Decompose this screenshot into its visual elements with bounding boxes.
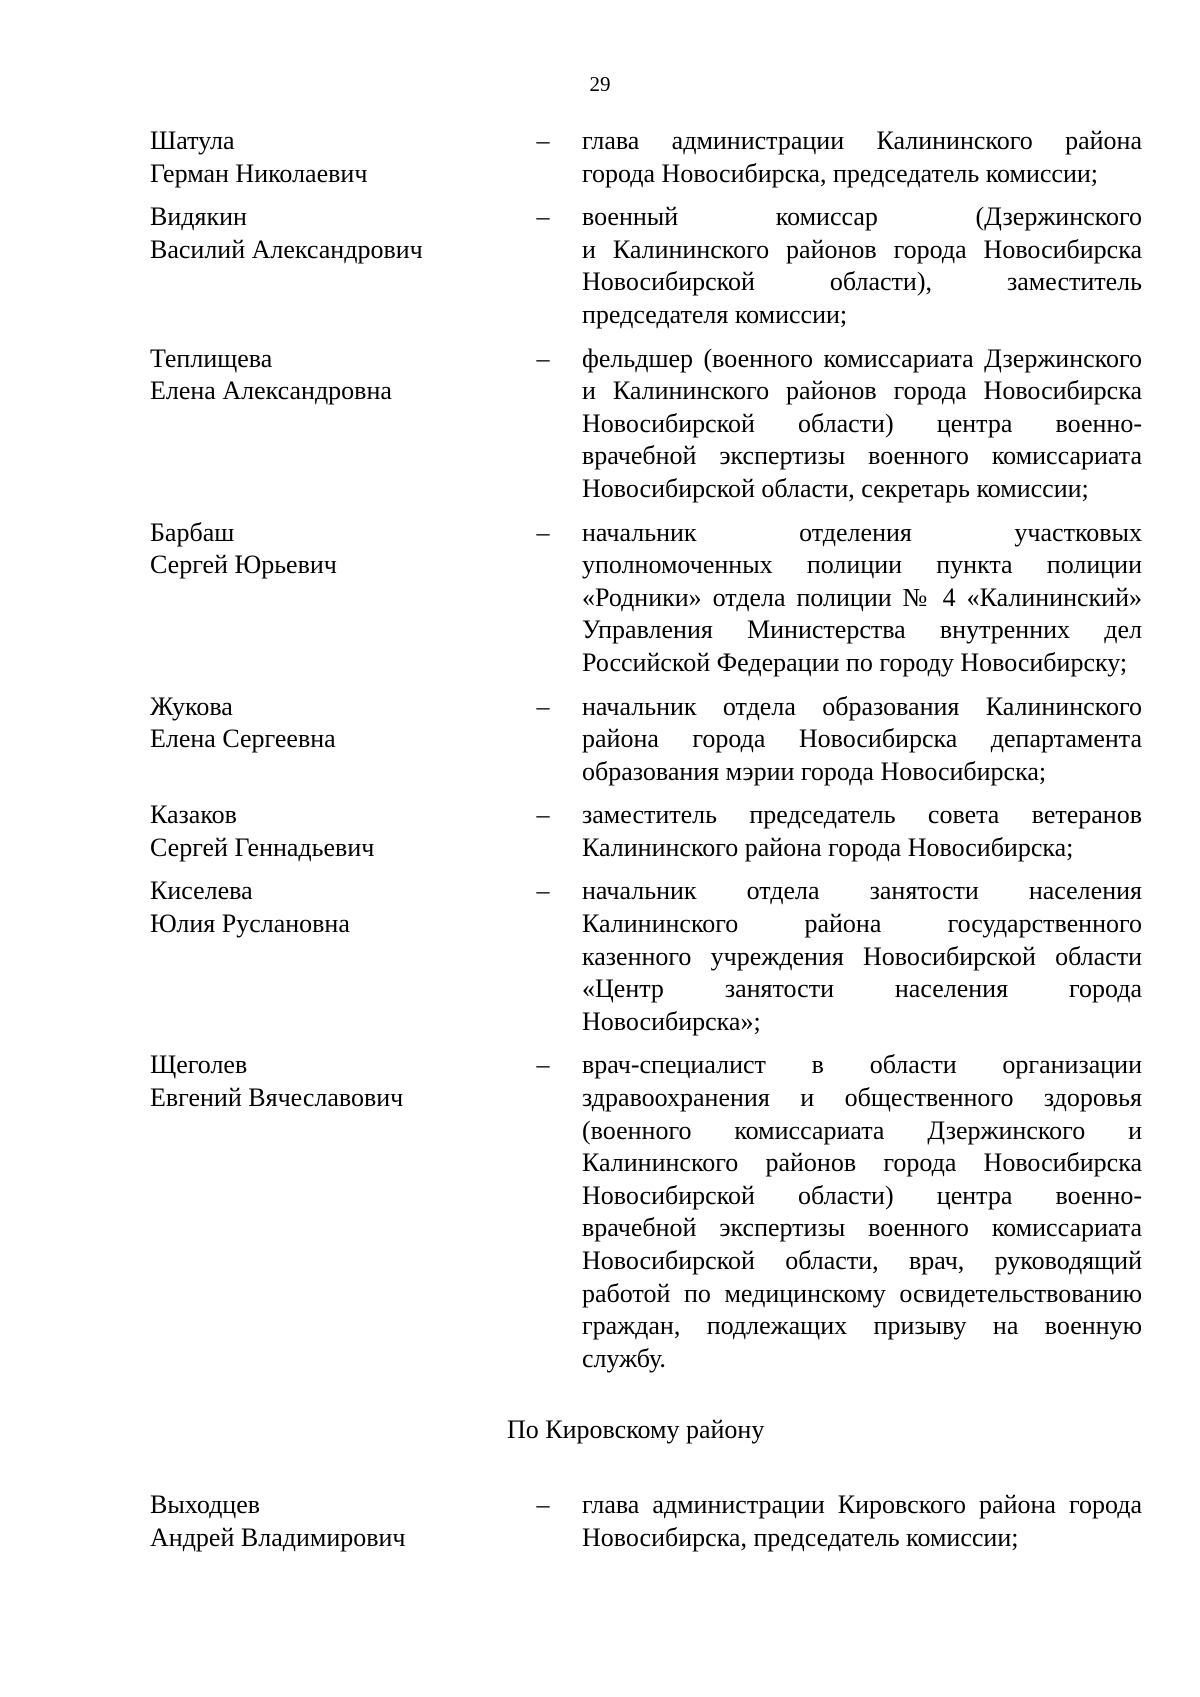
position-line: Новосибирска»; — [582, 1006, 761, 1036]
member-position — [548, 201, 1142, 331]
member-position — [548, 1489, 1142, 1554]
section-heading: По Кировскому району — [507, 1415, 765, 1445]
position-line: «Центр занятости населения города — [582, 974, 1142, 1004]
commission-list — [150, 125, 1142, 1554]
position-line: Новосибирской области), заместитель — [582, 267, 1142, 297]
position-line: казенного учреждения Новосибирской области — [582, 941, 1142, 971]
position-line: начальник отделения участковых — [582, 517, 1142, 547]
member-given-names: Сергей Юрьевич — [150, 550, 337, 580]
member-position — [548, 125, 1142, 190]
position-line: и Калининского районов города Новосибирска — [582, 376, 1142, 406]
position-line: начальник отдела занятости населения — [582, 876, 1142, 906]
position-line: граждан, подлежащих призыву на военную — [582, 1311, 1142, 1341]
member-name — [150, 691, 510, 756]
member-position — [548, 1049, 1142, 1375]
dash-separator: – — [536, 517, 550, 547]
member-given-names: Герман Николаевич — [150, 158, 368, 188]
position-line: Российской Федерации по городу Новосибирску; — [582, 647, 1128, 677]
member-name — [150, 875, 510, 940]
dash-separator: – — [536, 876, 550, 906]
position-line: службу. — [582, 1343, 666, 1373]
member-name — [150, 517, 510, 582]
member-given-names: Василий Александрович — [150, 234, 423, 264]
position-line: и Калининского районов города Новосибирска — [582, 234, 1142, 264]
position-line: (военного комиссариата Дзержинского и — [582, 1115, 1142, 1145]
position-line: военный комиссар (Дзержинского — [582, 202, 1142, 232]
page-number: 29 — [589, 72, 611, 96]
dash-separator: – — [536, 1489, 550, 1519]
member-surname: Теплищева — [150, 343, 273, 373]
position-line: района города Новосибирска департамента — [582, 724, 1142, 754]
member-name — [150, 125, 510, 190]
position-line: Калининского района города Новосибирска; — [582, 832, 1074, 862]
dash-separator: – — [536, 202, 550, 232]
position-line: врачебной экспертизы военного комиссариата — [582, 1213, 1142, 1243]
member-position — [548, 343, 1142, 506]
dash-separator: – — [536, 1050, 550, 1080]
member-given-names: Сергей Геннадьевич — [150, 832, 375, 862]
dash-separator: – — [536, 800, 550, 830]
position-line: уполномоченных полиции пункта полиции — [582, 550, 1142, 580]
member-position — [548, 517, 1142, 680]
member-name — [150, 799, 510, 864]
dash-separator: – — [536, 691, 550, 721]
member-entry — [150, 201, 1142, 331]
member-name — [150, 201, 510, 266]
position-line: начальник отдела образования Калининского — [582, 691, 1142, 721]
position-line: образования мэрии города Новосибирска; — [582, 756, 1047, 786]
member-given-names: Елена Сергеевна — [150, 724, 336, 754]
member-surname: Щеголев — [150, 1050, 248, 1080]
position-line: фельдшер (военного комиссариата Дзержинского — [582, 343, 1142, 373]
position-line: председателя комиссии; — [582, 299, 848, 329]
member-entry — [150, 1489, 1142, 1554]
member-position — [548, 691, 1142, 789]
position-line: Калининского района государственного — [582, 909, 1142, 939]
member-entry — [150, 799, 1142, 864]
member-entry — [150, 517, 1142, 680]
position-line: Новосибирской области) центра военно- — [582, 408, 1142, 438]
position-line: Новосибирской области) центра военно- — [582, 1180, 1142, 1210]
member-surname: Казаков — [150, 800, 237, 830]
member-surname: Жукова — [150, 691, 233, 721]
member-entry — [150, 875, 1142, 1038]
member-name — [150, 1049, 510, 1114]
position-line: Новосибирской области, секретарь комиссии; — [582, 473, 1089, 503]
member-name — [150, 1489, 510, 1554]
member-given-names: Евгений Вячеславович — [150, 1083, 404, 1113]
position-line: «Родники» отдела полиции № 4 «Калининский» — [582, 582, 1142, 612]
member-surname: Шатула — [150, 126, 235, 155]
member-position — [548, 875, 1142, 1038]
member-surname: Киселева — [150, 876, 253, 906]
member-given-names: Елена Александровна — [150, 376, 392, 406]
position-line: Новосибирска, председатель комиссии; — [582, 1522, 1019, 1552]
member-entry — [150, 125, 1142, 190]
position-line: глава администрации Калининского района — [582, 126, 1142, 155]
position-line: здравоохранения и общественного здоровья — [582, 1083, 1142, 1113]
position-line: Калининского районов города Новосибирска — [582, 1148, 1142, 1178]
member-name — [150, 343, 510, 408]
member-surname: Видякин — [150, 202, 247, 232]
position-line: работой по медицинскому освидетельствованию — [582, 1278, 1142, 1308]
member-given-names: Юлия Руслановна — [150, 909, 350, 939]
position-line: глава администрации Кировского района города — [582, 1489, 1142, 1519]
dash-separator: – — [536, 126, 550, 155]
position-line: заместитель председатель совета ветеранов — [582, 800, 1142, 830]
position-line: врач-специалист в области организации — [582, 1050, 1142, 1080]
position-line: города Новосибирска, председатель комиссии; — [582, 158, 1099, 188]
member-surname: Выходцев — [150, 1489, 261, 1519]
position-line: врачебной экспертизы военного комиссариата — [582, 441, 1142, 471]
member-entry — [150, 343, 1142, 506]
position-line: Новосибирской области, врач, руководящий — [582, 1246, 1142, 1275]
member-entry — [150, 691, 1142, 789]
member-given-names: Андрей Владимирович — [150, 1522, 406, 1552]
position-line: Управления Министерства внутренних дел — [582, 615, 1142, 645]
member-position — [548, 799, 1142, 864]
member-entry — [150, 1049, 1142, 1375]
dash-separator: – — [536, 343, 550, 373]
member-surname: Барбаш — [150, 517, 235, 547]
